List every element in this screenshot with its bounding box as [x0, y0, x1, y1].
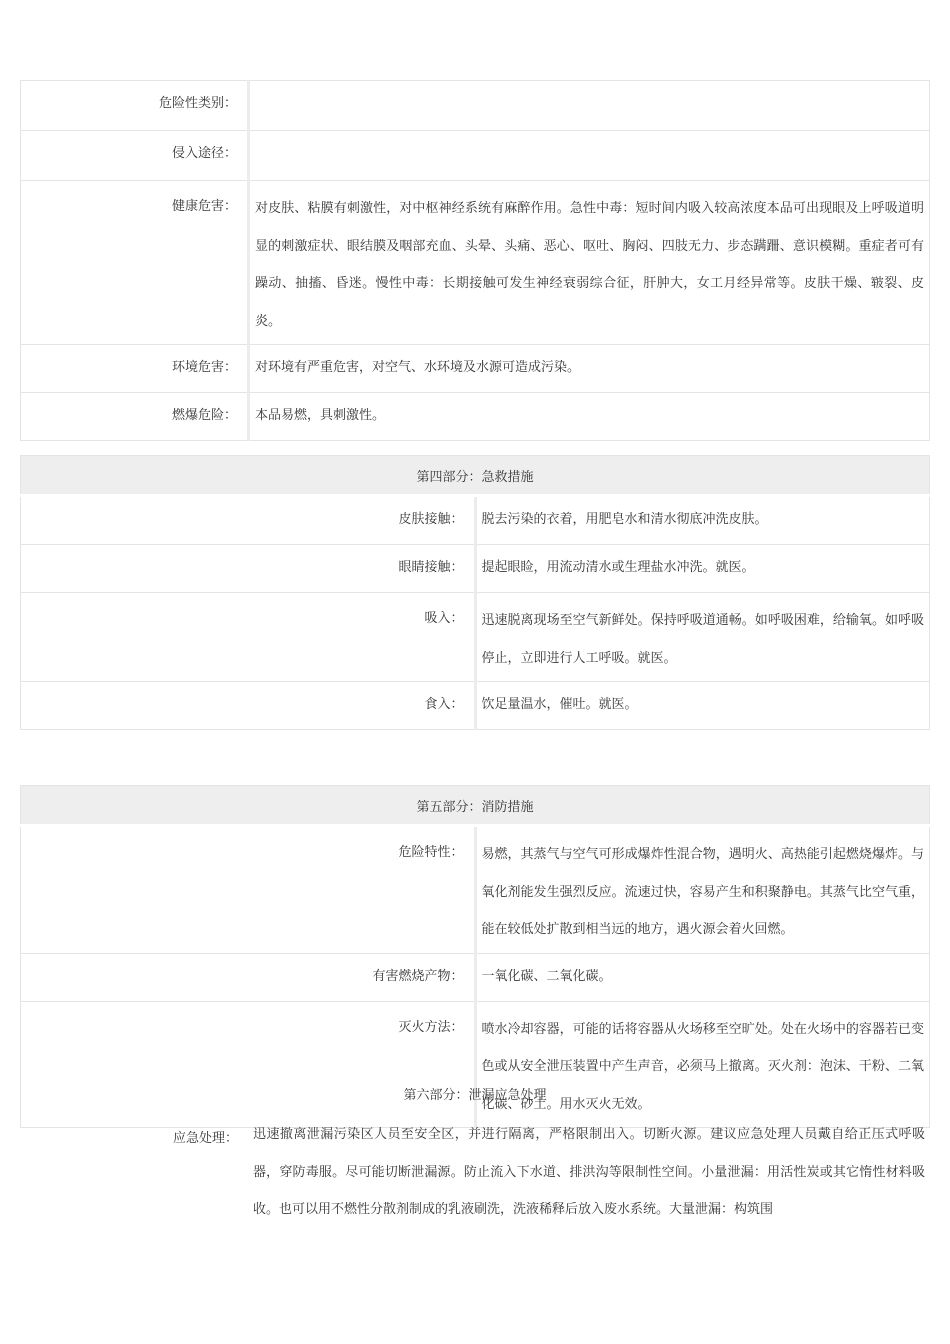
table-row: [21, 345, 930, 393]
row-label-ingestion: 食入：: [21, 682, 476, 730]
row-label-health: 健康危害：: [21, 181, 249, 345]
table-row: [21, 81, 930, 131]
row-value-environment: 对环境有严重危害，对空气、水环境及水源可造成污染。: [249, 345, 930, 393]
table-row: [21, 393, 930, 441]
table-row: [21, 496, 930, 545]
section-title: 第五部分：消防措施: [21, 786, 930, 826]
section-header-row: [21, 786, 930, 826]
row-value-eye: 提起眼睑，用流动清水或生理盐水冲洗。就医。: [475, 545, 930, 593]
table-row: [21, 826, 930, 954]
row-label-explosion: 燃爆危险：: [21, 393, 249, 441]
hazard-table: [20, 80, 930, 441]
section-title: 第六部分：泄漏应急处理: [403, 1088, 547, 1103]
row-value-skin: 脱去污染的衣着，用肥皂水和清水彻底冲洗皮肤。: [475, 496, 930, 545]
row-label-combustion-products: 有害燃烧产物：: [21, 953, 476, 1001]
row-label-hazard-properties: 危险特性：: [21, 826, 476, 954]
section-header-row: [21, 456, 930, 496]
row-value-health: 对皮肤、粘膜有刺激性，对中枢神经系统有麻醉作用。急性中毒：短时间内吸入较高浓度本品可出现眼及上呼吸道明显的刺激症状、眼结膜及咽部充血、头晕、头痛、恶心、呕吐、胸闷、四肢无力、步态蹒跚、意识模糊。重症者可有躁动、抽搐、昏迷。慢性中毒：长期接触可发生神经衰弱综合征，肝肿大，女工月经异常等。皮肤干燥、皲裂、皮炎。: [249, 181, 930, 345]
table-row: [21, 181, 930, 345]
row-value-route: [249, 131, 930, 181]
leak-response-section: [20, 1084, 930, 1234]
row-value-explosion: 本品易燃，具刺激性。: [249, 393, 930, 441]
row-value-hazard-class: [249, 81, 930, 131]
table-row: [21, 682, 930, 730]
row-label-environment: 环境危害：: [21, 345, 249, 393]
table-row: [21, 131, 930, 181]
row-value-combustion-products: 一氧化碳、二氧化碳。: [475, 953, 930, 1001]
row-value-ingestion: 饮足量温水，催吐。就医。: [475, 682, 930, 730]
section-title: 第四部分：急救措施: [21, 456, 930, 496]
row-label-route: 侵入途径：: [21, 131, 249, 181]
row-value-extinguishing: 喷水冷却容器，可能的话将容器从火场移至空旷处。处在火场中的容器若已变色或从安全泄压装置中产生声音，必须马上撤离。灭火剂：泡沫、干粉、二氧化碳、砂土。用水灭火无效。: [475, 1001, 930, 1128]
firefighting-table: [20, 785, 930, 1128]
row-label-extinguishing: 灭火方法：: [21, 1001, 476, 1128]
table-row: [21, 545, 930, 593]
row-label-hazard-class: 危险性类别：: [21, 81, 249, 131]
table-row: [21, 953, 930, 1001]
row-value-inhalation: 迅速脱离现场至空气新鲜处。保持呼吸道通畅。如呼吸困难，给输氧。如呼吸停止，立即进行人工呼吸。就医。: [475, 593, 930, 682]
row-value-hazard-properties: 易燃，其蒸气与空气可形成爆炸性混合物，遇明火、高热能引起燃烧爆炸。与氧化剂能发生强烈反应。流速过快，容易产生和积聚静电。其蒸气比空气重，能在较低处扩散到相当远的地方，遇火源会着火回燃。: [475, 826, 930, 954]
row-value-emergency: 迅速撤离泄漏污染区人员至安全区，并进行隔离，严格限制出入。切断火源。建议应急处理人员戴自给正压式呼吸器，穿防毒服。尽可能切断泄漏源。防止流入下水道、排洪沟等限制性空间。小量泄漏：用活性炭或其它惰性材料吸收。也可以用不燃性分散剂制成的乳液刷洗，洗液稀释后放入废水系统。大量泄漏：构筑围: [253, 1127, 925, 1217]
row-label-inhalation: 吸入：: [21, 593, 476, 682]
row-label-eye: 眼睛接触：: [21, 545, 476, 593]
row-label-emergency: 应急处理：: [172, 1131, 238, 1146]
table-row: [21, 593, 930, 682]
first-aid-table: [20, 455, 930, 730]
row-label-skin: 皮肤接触：: [21, 496, 476, 545]
